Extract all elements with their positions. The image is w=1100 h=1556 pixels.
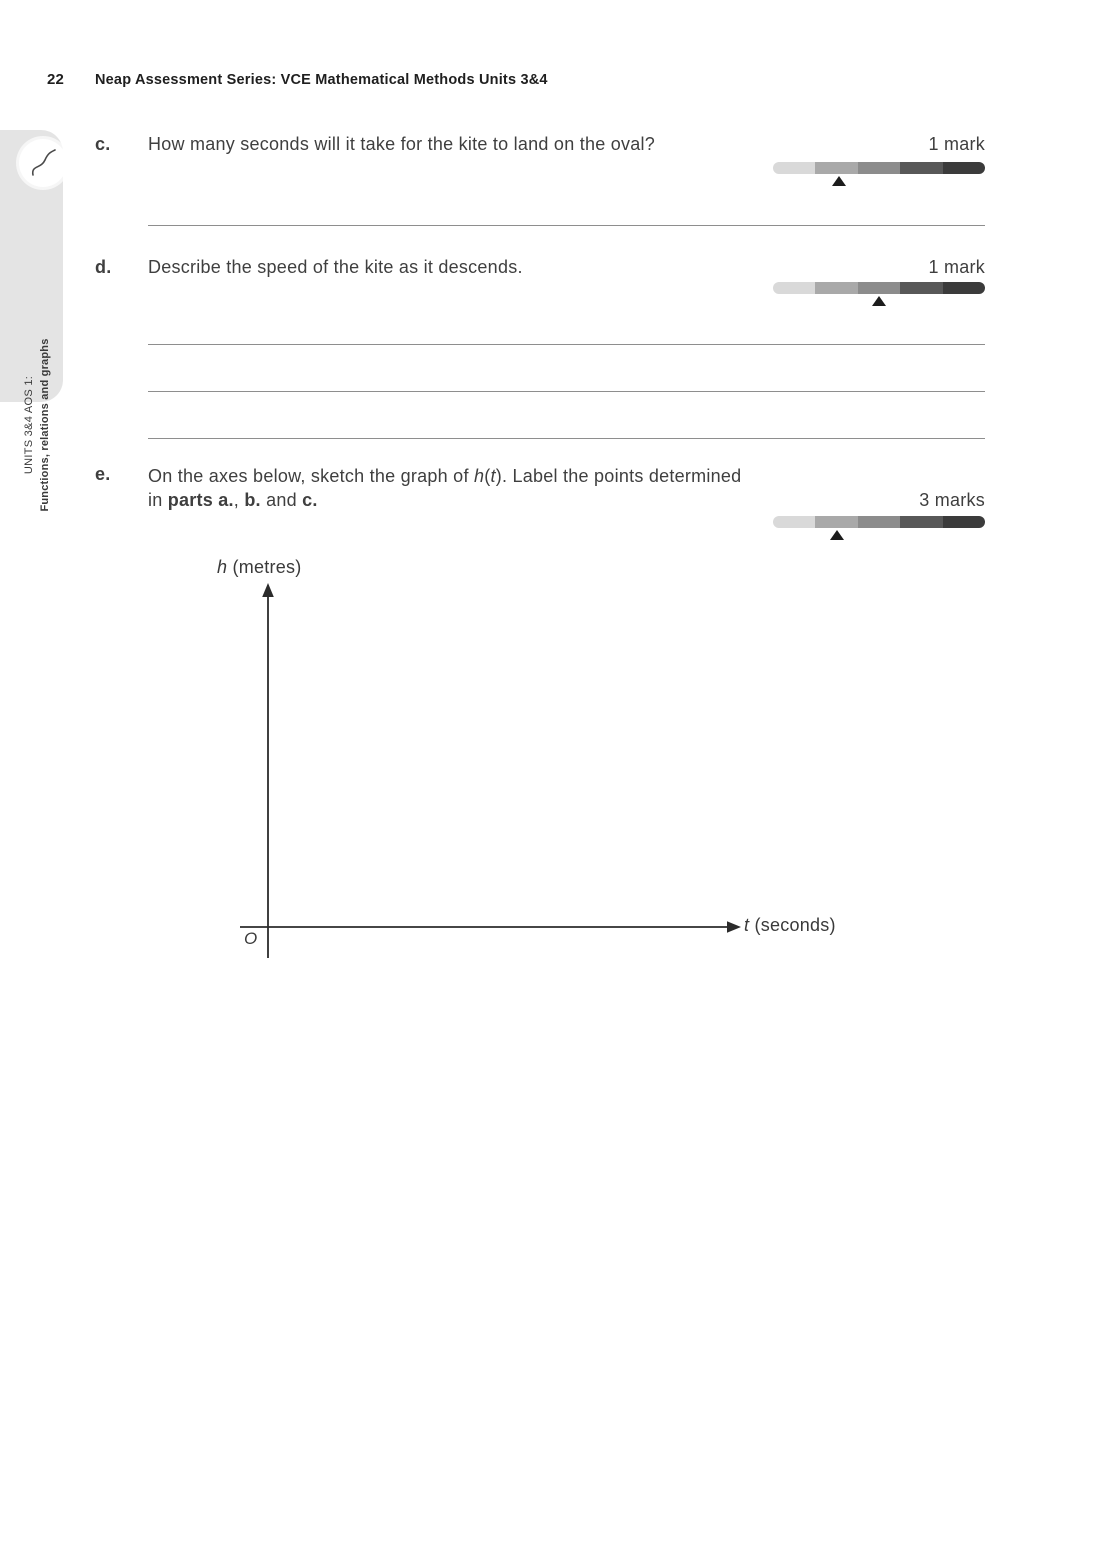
variable-h: h xyxy=(473,466,485,486)
variable-t: t xyxy=(490,466,496,486)
question-e-text-part: On the axes below, sketch the graph of xyxy=(148,466,474,486)
bar-segment xyxy=(900,162,942,174)
question-e-bold-ref: b. xyxy=(244,490,261,510)
answer-line xyxy=(148,391,985,392)
unit-tab xyxy=(0,130,63,512)
x-axis-arrow-icon xyxy=(727,921,741,933)
question-e-bold-ref: c. xyxy=(302,490,318,510)
question-e-text-part: , xyxy=(233,490,245,510)
bar-segment xyxy=(773,282,815,294)
bar-segment xyxy=(815,282,857,294)
difficulty-bar-d xyxy=(773,282,985,308)
unit-tab-label-line2: Functions, relations and graphs xyxy=(39,338,51,512)
answer-line xyxy=(148,438,985,439)
bar-segment xyxy=(815,516,857,528)
bar-segment xyxy=(858,162,900,174)
question-e-text-part: ). Label the points determined xyxy=(495,466,742,486)
difficulty-pointer-icon xyxy=(832,176,846,186)
x-axis-unit: (seconds) xyxy=(749,915,836,935)
question-e-text-part: in xyxy=(148,490,168,510)
y-axis-variable: h xyxy=(217,557,228,577)
question-d-label: d. xyxy=(95,257,112,277)
question-c-label: c. xyxy=(95,134,111,154)
question-e-row xyxy=(95,464,985,512)
bar-segment xyxy=(858,282,900,294)
bar-segment xyxy=(773,162,815,174)
question-e-bold-ref: parts a. xyxy=(167,490,234,510)
difficulty-bar-c xyxy=(773,162,985,188)
question-c-row xyxy=(95,132,985,156)
page-header-title: Neap Assessment Series: VCE Mathematical Methods Units 3&4 xyxy=(95,72,548,88)
bar-segment xyxy=(943,516,985,528)
bar-segment xyxy=(943,282,985,294)
y-axis-unit: (metres) xyxy=(227,557,302,577)
answer-line xyxy=(148,225,985,226)
question-e-text-part: and xyxy=(260,490,303,510)
question-e-marks: 3 marks xyxy=(919,490,985,510)
function-curve-icon xyxy=(19,139,67,187)
unit-tab-badge xyxy=(19,139,67,187)
unit-tab-text xyxy=(21,320,57,530)
y-axis-arrow-icon xyxy=(262,583,274,597)
x-axis-label xyxy=(744,915,836,936)
answer-line xyxy=(148,344,985,345)
difficulty-bar-e xyxy=(773,516,985,542)
question-e-label: e. xyxy=(95,464,111,484)
bar-segment xyxy=(900,282,942,294)
x-axis-variable: t xyxy=(744,915,750,935)
question-d-text: Describe the speed of the kite as it descends. xyxy=(148,257,523,277)
page-number: 22 xyxy=(47,71,65,88)
y-axis-label xyxy=(217,557,302,578)
unit-tab-label-line1: UNITS 3&4 AOS 1: xyxy=(23,375,35,475)
difficulty-bar-track xyxy=(773,162,985,174)
difficulty-pointer-icon xyxy=(830,530,844,540)
question-e-text xyxy=(148,464,848,512)
bar-segment xyxy=(773,516,815,528)
question-c-text: How many seconds will it take for the kite to land on the oval? xyxy=(148,134,656,154)
bar-segment xyxy=(900,516,942,528)
graph-axes xyxy=(230,578,755,970)
question-d-row xyxy=(95,255,985,279)
bar-segment xyxy=(943,162,985,174)
question-c-marks: 1 mark xyxy=(928,134,985,154)
difficulty-bar-track xyxy=(773,282,985,294)
question-e-text-part: ( xyxy=(484,466,491,486)
bar-segment xyxy=(858,516,900,528)
origin-label: O xyxy=(244,929,258,948)
question-d-marks: 1 mark xyxy=(928,257,985,277)
difficulty-pointer-icon xyxy=(872,296,886,306)
bar-segment xyxy=(815,162,857,174)
difficulty-bar-track xyxy=(773,516,985,528)
